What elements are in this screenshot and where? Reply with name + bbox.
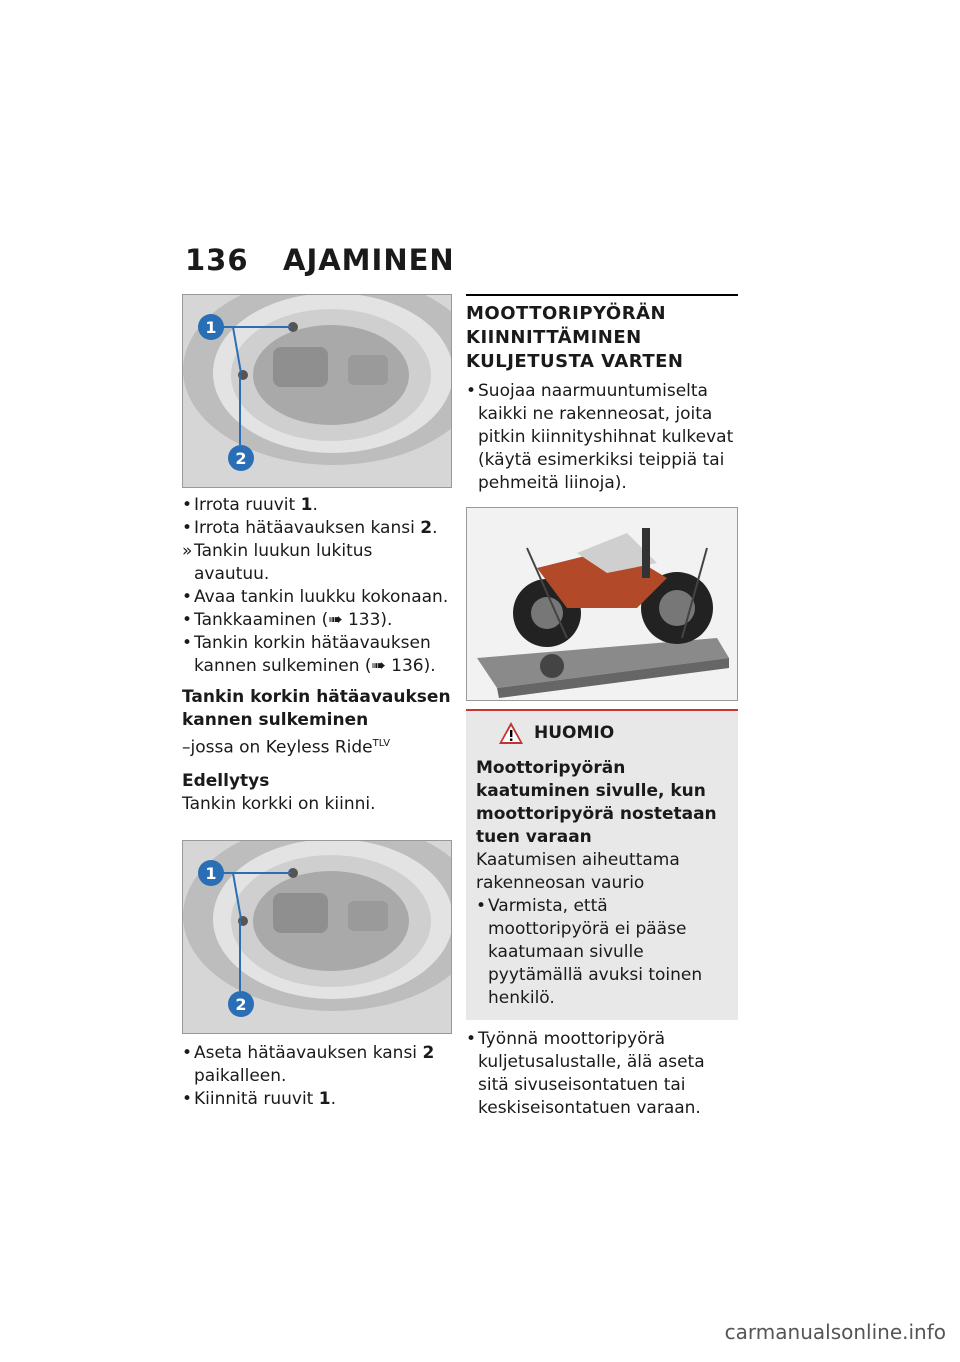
chapter-title: AJAMINEN: [283, 243, 455, 277]
list-item: • Suojaa naarmuuntumiselta kaikki ne rakenneosat, joita pitkin kiinnityshihnat kulkevat (käytä esimerkiksi teippiä tai pehmeitä liinoja).: [466, 381, 734, 493]
page-number: 136: [185, 243, 249, 277]
left-column: [182, 294, 452, 1111]
list-item: • Irrota ruuvit 1.: [182, 495, 318, 515]
motorcycle-on-trailer-image: [466, 507, 738, 701]
page-header: [185, 243, 455, 277]
right-column: [466, 294, 738, 1120]
notice-heading: Moottoripyörän kaatuminen sivulle, kun moottoripyörä nostetaan tuen varaan: [476, 758, 717, 847]
steps-list-1: [182, 494, 452, 678]
list-item: • Aseta hätäavauksen kansi 2 paikalleen.: [182, 1042, 435, 1086]
list-item: • Työnnä moottoripyörä kuljetusalustalle, älä aseta sitä sivuseisontatuen tai keskiseisontatuen varaan.: [466, 1029, 705, 1118]
section-title: MOOTTORIPYÖRÄN KIINNITTÄMINEN KULJETUSTA VARTEN: [466, 294, 738, 374]
notice-text: Kaatumisen aiheuttama rakenneosan vaurio: [476, 850, 680, 893]
subheading: Tankin korkin hätäavauksen kannen sulkeminen: [182, 687, 451, 730]
warning-icon: [498, 721, 524, 745]
list-item: • Tankin korkin hätäavauksen kannen sulkeminen (➠ 136).: [182, 633, 436, 676]
list-item: » Tankin luukun lukitus avautuu.: [182, 541, 373, 584]
list-item: • Tankkaaminen (➠ 133).: [182, 610, 393, 630]
warning-notice: [466, 709, 738, 1020]
callout-1-b: 1: [205, 863, 217, 883]
prerequisite-text: Tankin korkki on kiinni.: [182, 793, 376, 814]
variant-note: –jossa on Keyless Ride$^{TLV}$: [182, 737, 391, 758]
notice-steps: [476, 895, 728, 1010]
transport-steps-1: [466, 380, 738, 495]
list-item: • Avaa tankin luukku kokonaan.: [182, 587, 449, 607]
list-item: • Kiinnitä ruuvit 1.: [182, 1088, 336, 1109]
callout-2: 2: [235, 449, 247, 468]
list-item: • Irrota hätäavauksen kansi 2.: [182, 518, 438, 538]
fuel-cap-figure-1: [182, 294, 452, 488]
notice-label: HUOMIO: [534, 723, 615, 743]
fuel-cap-figure-2: [182, 840, 452, 1034]
prerequisite-title: Edellytys: [182, 770, 270, 791]
callout-2-b: 2: [235, 994, 247, 1014]
list-item: • Varmista, että moottoripyörä ei pääse kaatumaan sivulle pyytämällä avuksi toinen henkilö.: [476, 896, 703, 1008]
notice-header: [476, 721, 728, 745]
transport-steps-2: [466, 1028, 738, 1120]
steps-list-2: [182, 1042, 452, 1111]
callout-1: 1: [205, 318, 217, 337]
watermark: carmanualsonline.info: [724, 1320, 946, 1344]
